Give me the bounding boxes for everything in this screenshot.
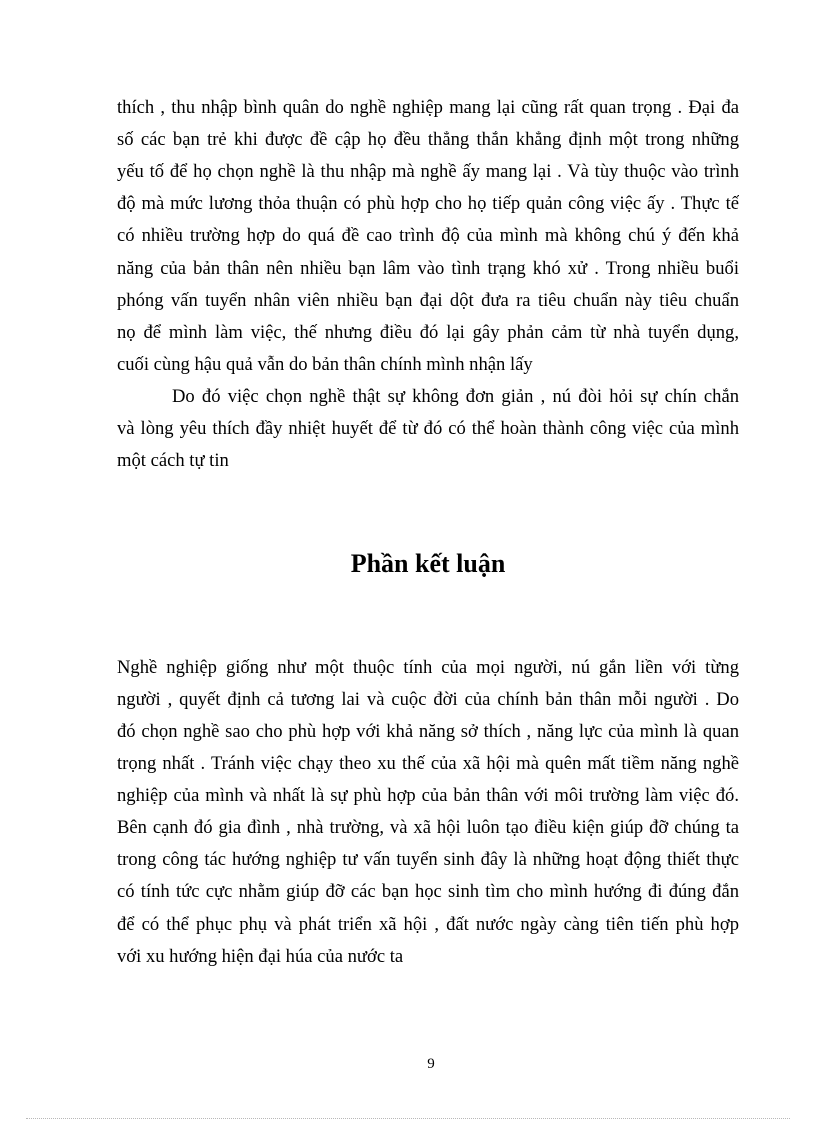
body-line: thích , thu nhập bình quân do nghề nghiệp mang lại cũng rất quan trọng . Đại đa: [117, 97, 739, 118]
body-line: yếu tố để họ chọn nghề là thu nhập mà nghề ấy mang lại . Và tùy thuộc vào trình: [117, 161, 739, 182]
body-line: một cách tự tin: [117, 450, 229, 471]
conclusion-line: Nghề nghiệp giống như một thuộc tính của mọi người, nú gắn liền với từng: [117, 657, 739, 678]
page-number: 9: [427, 1056, 435, 1072]
conclusion-line: để có thể phục phụ và phát triển xã hội , đất nước ngày càng tiên tiến phù hợp: [117, 914, 739, 935]
body-line: Do đó việc chọn nghề thật sự không đơn giản , nú đòi hỏi sự chín chắn: [172, 386, 739, 407]
conclusion-line: Bên cạnh đó gia đình , nhà trường, và xã hội luôn tạo điều kiện giúp đỡ chúng ta: [117, 817, 739, 838]
body-line: năng của bản thân nên nhiều bạn lâm vào tình trạng khó xử . Trong nhiều buổi: [117, 258, 739, 279]
section-heading: Phần kết luận: [350, 549, 506, 578]
body-line: có nhiều trường hợp do quá đề cao trình độ của mình mà không chú ý đến khả: [117, 225, 739, 246]
conclusion-line: trọng nhất . Tránh việc chạy theo xu thế của xã hội mà quên mất tiềm năng nghề: [117, 753, 739, 774]
conclusion-line: với xu hướng hiện đại húa của nước ta: [117, 946, 404, 967]
body-line: cuối cùng hậu quả vẫn do bản thân chính mình nhận lấy: [117, 354, 533, 375]
body-line: và lòng yêu thích đầy nhiệt huyết để từ đó có thể hoàn thành công việc của mình: [117, 418, 739, 439]
conclusion-line: đó chọn nghề sao cho phù hợp với khả năng sở thích , năng lực của mình là quan: [117, 721, 739, 742]
conclusion-line: có tính tức cực nhằm giúp đỡ các bạn học sinh tìm cho mình hướng đi đúng đắn: [117, 881, 739, 902]
body-line: độ mà mức lương thỏa thuận có phù hợp cho họ tiếp quản công việc ấy . Thực tế: [117, 193, 739, 214]
body-line: số các bạn trẻ khi được đề cập họ đều thẳng thắn khẳng định một trong những: [117, 129, 739, 150]
conclusion-line: nghiệp của mình và nhất là sự phù hợp của bản thân với môi trường làm việc đó.: [117, 785, 739, 806]
conclusion-line: trong công tác hướng nghiệp tư vấn tuyển sinh đây là những hoạt động thiết thực: [117, 849, 739, 870]
conclusion-line: người , quyết định cả tương lai và cuộc đời của chính bản thân mỗi người . Do: [117, 689, 739, 710]
body-line: nọ để mình làm việc, thế nhưng điều đó lại gây phản cảm từ nhà tuyển dụng,: [117, 322, 739, 343]
page-bottom-rule: [26, 1118, 790, 1119]
body-line: phóng vấn tuyển nhân viên nhiều bạn đại dột đưa ra tiêu chuẩn này tiêu chuẩn: [117, 290, 739, 311]
